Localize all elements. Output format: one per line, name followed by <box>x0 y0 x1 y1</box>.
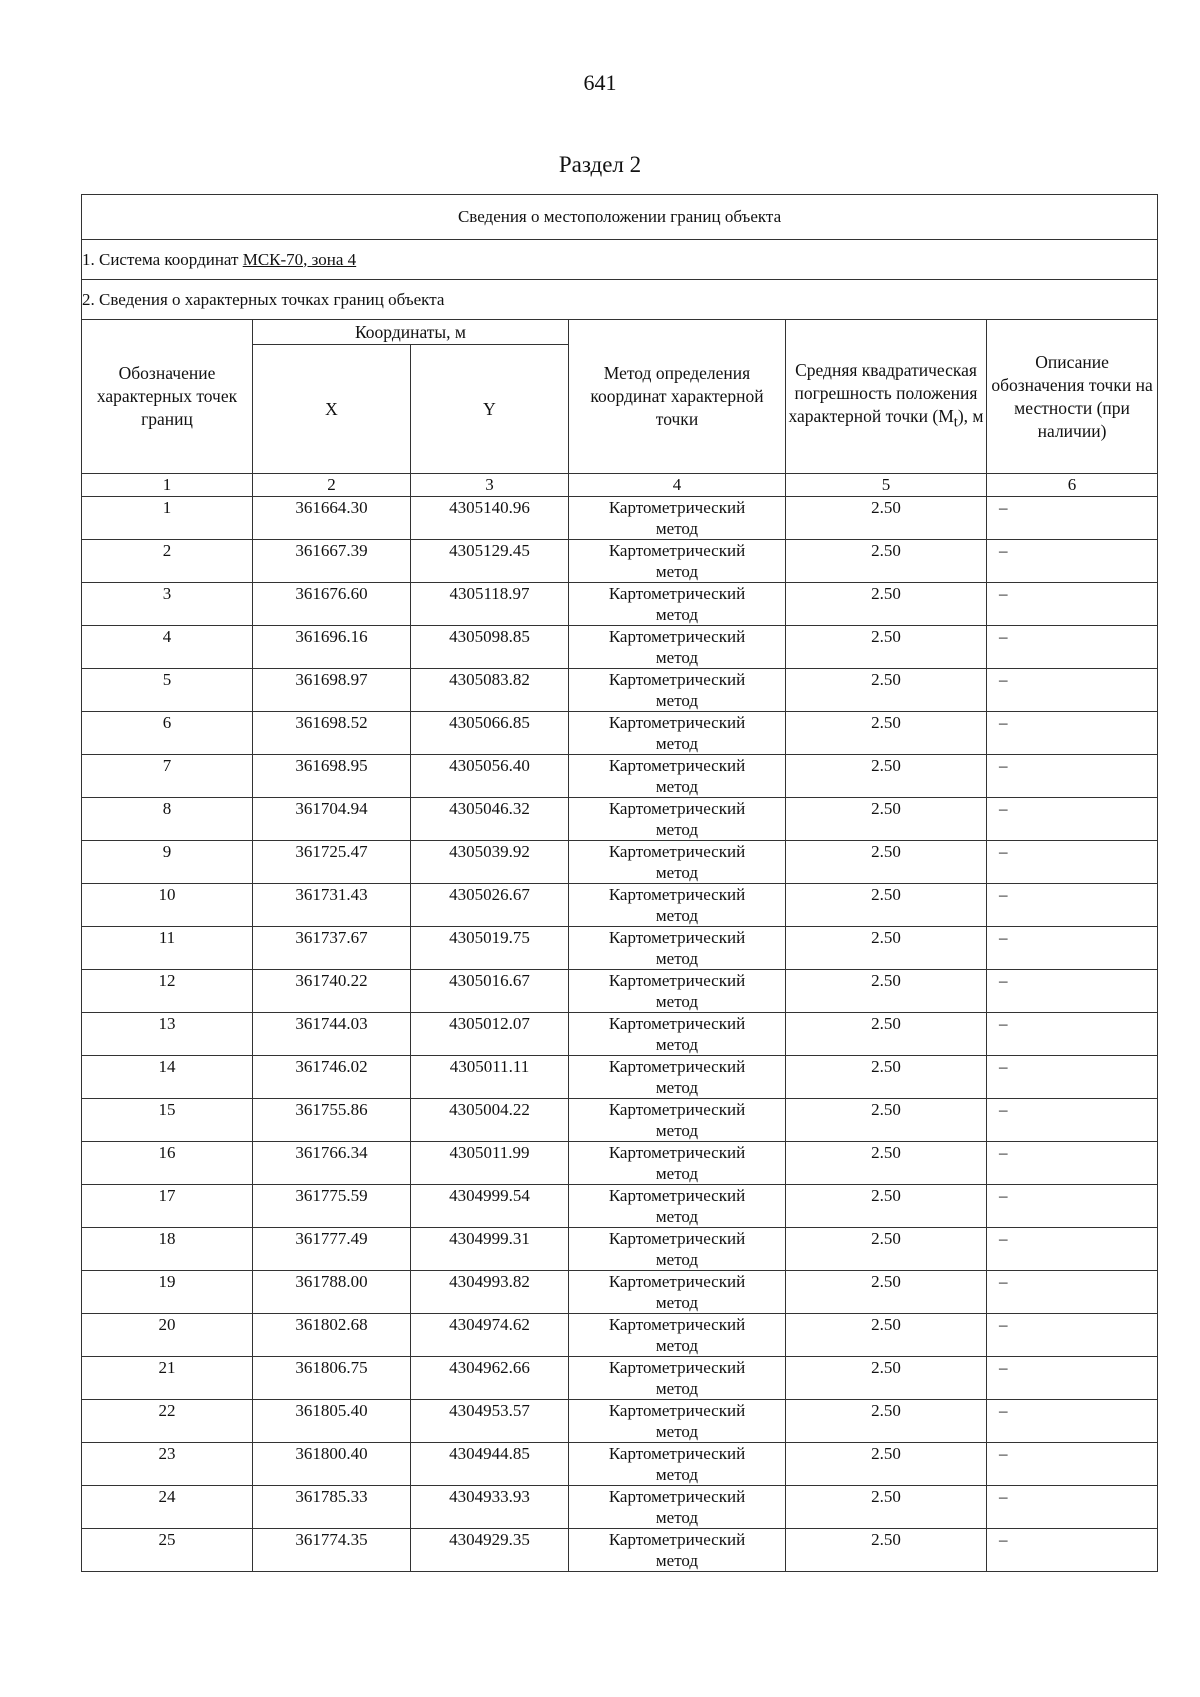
point-id-cell: 17 <box>82 1185 253 1228</box>
method-line-1: Картометрический <box>608 928 746 947</box>
table-row <box>82 1314 1158 1357</box>
method-cell <box>569 712 786 755</box>
method-cell <box>569 669 786 712</box>
error-cell: 2.50 <box>786 841 987 884</box>
method-line-1: Картометрический <box>608 1143 746 1162</box>
point-id-cell: 7 <box>82 755 253 798</box>
error-cell: 2.50 <box>786 1443 987 1486</box>
error-cell: 2.50 <box>786 1357 987 1400</box>
method-cell <box>569 1056 786 1099</box>
point-id-cell: 23 <box>82 1443 253 1486</box>
point-id-cell: 11 <box>82 927 253 970</box>
table-row <box>82 927 1158 970</box>
table-row <box>82 841 1158 884</box>
header-description: Описание обозначения точки на местности (при наличии) <box>987 320 1158 474</box>
x-coordinate-cell: 361698.97 <box>253 669 411 712</box>
method-line-2: метод <box>655 1293 699 1312</box>
x-coordinate-cell: 361676.60 <box>253 583 411 626</box>
method-line-1: Картометрический <box>608 584 746 603</box>
point-id-cell: 1 <box>82 497 253 540</box>
point-id-cell: 14 <box>82 1056 253 1099</box>
error-cell: 2.50 <box>786 1486 987 1529</box>
description-cell: – <box>987 927 1158 970</box>
header-coordinates: Координаты, м <box>253 320 569 345</box>
description-cell: – <box>987 669 1158 712</box>
table-row <box>82 798 1158 841</box>
method-cell <box>569 970 786 1013</box>
method-cell <box>569 1486 786 1529</box>
x-coordinate-cell: 361802.68 <box>253 1314 411 1357</box>
method-line-1: Картометрический <box>608 541 746 560</box>
error-cell: 2.50 <box>786 1228 987 1271</box>
error-cell: 2.50 <box>786 1185 987 1228</box>
method-line-2: метод <box>655 648 699 667</box>
header-method: Метод определения координат характерной точки <box>569 320 786 474</box>
y-coordinate-cell: 4305046.32 <box>411 798 569 841</box>
table-row <box>82 540 1158 583</box>
y-coordinate-cell: 4304929.35 <box>411 1529 569 1572</box>
method-line-2: метод <box>655 1336 699 1355</box>
point-id-cell: 18 <box>82 1228 253 1271</box>
description-cell: – <box>987 841 1158 884</box>
table-row <box>82 1185 1158 1228</box>
method-line-2: метод <box>655 1508 699 1527</box>
point-id-cell: 8 <box>82 798 253 841</box>
table-title: Сведения о местоположении границ объекта <box>82 195 1158 240</box>
method-cell <box>569 884 786 927</box>
method-line-1: Картометрический <box>608 1444 746 1463</box>
y-coordinate-cell: 4304944.85 <box>411 1443 569 1486</box>
y-coordinate-cell: 4305056.40 <box>411 755 569 798</box>
point-id-cell: 19 <box>82 1271 253 1314</box>
method-line-2: метод <box>655 1551 699 1570</box>
method-cell <box>569 540 786 583</box>
section-title: Раздел 2 <box>558 152 642 177</box>
method-line-1: Картометрический <box>608 756 746 775</box>
method-cell <box>569 1314 786 1357</box>
error-cell: 2.50 <box>786 1099 987 1142</box>
description-cell: – <box>987 1013 1158 1056</box>
description-cell: – <box>987 1142 1158 1185</box>
method-cell <box>569 1099 786 1142</box>
table-row <box>82 1099 1158 1142</box>
method-line-2: метод <box>655 949 699 968</box>
y-coordinate-cell: 4304933.93 <box>411 1486 569 1529</box>
table-row <box>82 1486 1158 1529</box>
description-cell: – <box>987 583 1158 626</box>
table-row <box>82 626 1158 669</box>
error-cell: 2.50 <box>786 884 987 927</box>
y-coordinate-cell: 4305011.99 <box>411 1142 569 1185</box>
method-line-1: Картометрический <box>608 1487 746 1506</box>
method-line-2: метод <box>655 906 699 925</box>
x-coordinate-cell: 361788.00 <box>253 1271 411 1314</box>
table-row <box>82 1013 1158 1056</box>
point-id-cell: 24 <box>82 1486 253 1529</box>
y-coordinate-cell: 4305019.75 <box>411 927 569 970</box>
error-cell: 2.50 <box>786 927 987 970</box>
error-cell: 2.50 <box>786 1400 987 1443</box>
method-cell <box>569 755 786 798</box>
method-cell <box>569 1443 786 1486</box>
method-line-2: метод <box>655 605 699 624</box>
method-cell <box>569 1357 786 1400</box>
method-cell <box>569 626 786 669</box>
error-cell: 2.50 <box>786 1271 987 1314</box>
coordinate-system-label: 1. Система координат <box>82 249 243 269</box>
x-coordinate-cell: 361664.30 <box>253 497 411 540</box>
column-number: 1 <box>82 474 253 497</box>
point-id-cell: 10 <box>82 884 253 927</box>
x-coordinate-cell: 361766.34 <box>253 1142 411 1185</box>
y-coordinate-cell: 4305012.07 <box>411 1013 569 1056</box>
description-cell: – <box>987 1486 1158 1529</box>
y-coordinate-cell: 4305140.96 <box>411 497 569 540</box>
point-id-cell: 4 <box>82 626 253 669</box>
method-cell <box>569 497 786 540</box>
x-coordinate-cell: 361774.35 <box>253 1529 411 1572</box>
header-error-subscript: t <box>953 414 958 431</box>
x-coordinate-cell: 361785.33 <box>253 1486 411 1529</box>
error-cell: 2.50 <box>786 1529 987 1572</box>
method-line-2: метод <box>655 1035 699 1054</box>
method-line-2: метод <box>655 1250 699 1269</box>
y-coordinate-cell: 4305129.45 <box>411 540 569 583</box>
method-line-1: Картометрический <box>608 1186 746 1205</box>
method-cell <box>569 583 786 626</box>
method-line-2: метод <box>655 691 699 710</box>
boundary-points-table <box>81 194 1158 1572</box>
coordinate-system-line <box>82 240 1158 280</box>
method-line-1: Картометрический <box>608 1358 746 1377</box>
description-cell: – <box>987 712 1158 755</box>
point-id-cell: 20 <box>82 1314 253 1357</box>
method-line-2: метод <box>655 1164 699 1183</box>
table-row <box>82 1228 1158 1271</box>
method-cell <box>569 1013 786 1056</box>
error-cell: 2.50 <box>786 626 987 669</box>
table-row <box>82 1357 1158 1400</box>
error-cell: 2.50 <box>786 1314 987 1357</box>
point-id-cell: 9 <box>82 841 253 884</box>
method-line-2: метод <box>655 820 699 839</box>
point-id-cell: 21 <box>82 1357 253 1400</box>
y-coordinate-cell: 4305083.82 <box>411 669 569 712</box>
page-number: 641 <box>583 70 617 95</box>
method-line-1: Картометрический <box>608 713 746 732</box>
method-line-2: метод <box>655 1422 699 1441</box>
error-cell: 2.50 <box>786 583 987 626</box>
y-coordinate-cell: 4305098.85 <box>411 626 569 669</box>
point-id-cell: 2 <box>82 540 253 583</box>
method-line-2: метод <box>655 992 699 1011</box>
table-row <box>82 970 1158 1013</box>
x-coordinate-cell: 361806.75 <box>253 1357 411 1400</box>
method-cell <box>569 1142 786 1185</box>
method-line-1: Картометрический <box>608 799 746 818</box>
header-error-tail: ), м <box>957 405 984 426</box>
method-line-2: метод <box>655 1078 699 1097</box>
method-cell <box>569 1529 786 1572</box>
x-coordinate-cell: 361744.03 <box>253 1013 411 1056</box>
error-cell: 2.50 <box>786 1056 987 1099</box>
description-cell: – <box>987 1400 1158 1443</box>
method-line-1: Картометрический <box>608 1057 746 1076</box>
points-info-line: 2. Сведения о характерных точках границ объекта <box>82 280 1158 320</box>
method-line-2: метод <box>655 777 699 796</box>
point-id-cell: 25 <box>82 1529 253 1572</box>
method-line-1: Картометрический <box>608 842 746 861</box>
error-cell: 2.50 <box>786 798 987 841</box>
method-line-1: Картометрический <box>608 670 746 689</box>
coordinate-system-value: МСК-70, зона 4 <box>242 249 357 269</box>
method-line-1: Картометрический <box>608 627 746 646</box>
description-cell: – <box>987 1185 1158 1228</box>
table-row <box>82 1529 1158 1572</box>
point-id-cell: 13 <box>82 1013 253 1056</box>
description-cell: – <box>987 1357 1158 1400</box>
method-line-1: Картометрический <box>608 1100 746 1119</box>
column-number: 3 <box>411 474 569 497</box>
method-line-1: Картометрический <box>608 498 746 517</box>
header-y: Y <box>411 345 569 474</box>
x-coordinate-cell: 361737.67 <box>253 927 411 970</box>
description-cell: – <box>987 1529 1158 1572</box>
y-coordinate-cell: 4305066.85 <box>411 712 569 755</box>
description-cell: – <box>987 1056 1158 1099</box>
error-cell: 2.50 <box>786 712 987 755</box>
point-id-cell: 6 <box>82 712 253 755</box>
description-cell: – <box>987 540 1158 583</box>
x-coordinate-cell: 361777.49 <box>253 1228 411 1271</box>
header-error-main: Средняя квадратическая погрешность положения характерной точки (M <box>788 359 978 426</box>
column-number: 2 <box>253 474 411 497</box>
method-line-1: Картометрический <box>608 1530 746 1549</box>
description-cell: – <box>987 1271 1158 1314</box>
point-id-cell: 15 <box>82 1099 253 1142</box>
description-cell: – <box>987 798 1158 841</box>
method-line-2: метод <box>655 734 699 753</box>
point-id-cell: 12 <box>82 970 253 1013</box>
error-cell: 2.50 <box>786 1013 987 1056</box>
method-line-1: Картометрический <box>608 1014 746 1033</box>
x-coordinate-cell: 361800.40 <box>253 1443 411 1486</box>
y-coordinate-cell: 4304974.62 <box>411 1314 569 1357</box>
method-line-2: метод <box>655 562 699 581</box>
description-cell: – <box>987 1314 1158 1357</box>
x-coordinate-cell: 361755.86 <box>253 1099 411 1142</box>
x-coordinate-cell: 361740.22 <box>253 970 411 1013</box>
column-number: 6 <box>987 474 1158 497</box>
error-cell: 2.50 <box>786 755 987 798</box>
table-body <box>82 497 1158 1572</box>
x-coordinate-cell: 361746.02 <box>253 1056 411 1099</box>
table-row <box>82 1271 1158 1314</box>
table-row <box>82 1400 1158 1443</box>
x-coordinate-cell: 361698.52 <box>253 712 411 755</box>
description-cell: – <box>987 1443 1158 1486</box>
method-line-2: метод <box>655 1207 699 1226</box>
point-id-cell: 16 <box>82 1142 253 1185</box>
x-coordinate-cell: 361805.40 <box>253 1400 411 1443</box>
table-row <box>82 1443 1158 1486</box>
description-cell: – <box>987 626 1158 669</box>
method-line-2: метод <box>655 863 699 882</box>
point-id-cell: 3 <box>82 583 253 626</box>
x-coordinate-cell: 361696.16 <box>253 626 411 669</box>
method-cell <box>569 927 786 970</box>
error-cell: 2.50 <box>786 669 987 712</box>
point-id-cell: 22 <box>82 1400 253 1443</box>
method-line-1: Картометрический <box>608 1401 746 1420</box>
method-line-2: метод <box>655 1379 699 1398</box>
x-coordinate-cell: 361667.39 <box>253 540 411 583</box>
error-cell: 2.50 <box>786 1142 987 1185</box>
method-line-1: Картометрический <box>608 1272 746 1291</box>
method-cell <box>569 798 786 841</box>
column-number: 5 <box>786 474 987 497</box>
method-line-2: метод <box>655 1121 699 1140</box>
method-line-1: Картометрический <box>608 1229 746 1248</box>
description-cell: – <box>987 884 1158 927</box>
method-line-1: Картометрический <box>608 1315 746 1334</box>
y-coordinate-cell: 4304953.57 <box>411 1400 569 1443</box>
y-coordinate-cell: 4304999.31 <box>411 1228 569 1271</box>
method-cell <box>569 1400 786 1443</box>
table-row <box>82 1142 1158 1185</box>
x-coordinate-cell: 361775.59 <box>253 1185 411 1228</box>
table-row <box>82 497 1158 540</box>
method-cell <box>569 1271 786 1314</box>
x-coordinate-cell: 361731.43 <box>253 884 411 927</box>
error-cell: 2.50 <box>786 540 987 583</box>
description-cell: – <box>987 970 1158 1013</box>
method-cell <box>569 841 786 884</box>
header-point-designation: Обозначение характерных точек границ <box>82 320 253 474</box>
method-line-2: метод <box>655 1465 699 1484</box>
description-cell: – <box>987 1228 1158 1271</box>
error-cell: 2.50 <box>786 970 987 1013</box>
table-row <box>82 712 1158 755</box>
method-line-2: метод <box>655 519 699 538</box>
table-row <box>82 755 1158 798</box>
y-coordinate-cell: 4304993.82 <box>411 1271 569 1314</box>
description-cell: – <box>987 1099 1158 1142</box>
y-coordinate-cell: 4305011.11 <box>411 1056 569 1099</box>
method-cell <box>569 1228 786 1271</box>
y-coordinate-cell: 4305039.92 <box>411 841 569 884</box>
description-cell: – <box>987 497 1158 540</box>
x-coordinate-cell: 361725.47 <box>253 841 411 884</box>
description-cell: – <box>987 755 1158 798</box>
column-number-row <box>82 474 1158 497</box>
x-coordinate-cell: 361698.95 <box>253 755 411 798</box>
header-x: X <box>253 345 411 474</box>
method-line-1: Картометрический <box>608 971 746 990</box>
column-number: 4 <box>569 474 786 497</box>
y-coordinate-cell: 4305016.67 <box>411 970 569 1013</box>
error-cell: 2.50 <box>786 497 987 540</box>
table-row <box>82 884 1158 927</box>
table-row <box>82 1056 1158 1099</box>
method-line-1: Картометрический <box>608 885 746 904</box>
method-cell <box>569 1185 786 1228</box>
y-coordinate-cell: 4304962.66 <box>411 1357 569 1400</box>
table-row <box>82 669 1158 712</box>
header-error <box>786 320 987 474</box>
y-coordinate-cell: 4305026.67 <box>411 884 569 927</box>
y-coordinate-cell: 4305004.22 <box>411 1099 569 1142</box>
y-coordinate-cell: 4304999.54 <box>411 1185 569 1228</box>
point-id-cell: 5 <box>82 669 253 712</box>
y-coordinate-cell: 4305118.97 <box>411 583 569 626</box>
table-row <box>82 583 1158 626</box>
x-coordinate-cell: 361704.94 <box>253 798 411 841</box>
